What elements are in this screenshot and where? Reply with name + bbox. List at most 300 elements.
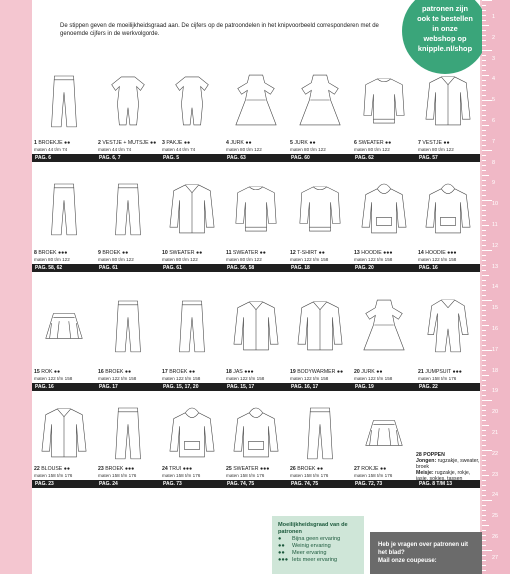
page-ref: PAG. 61 xyxy=(99,265,118,271)
pattern-label: 10 SWEATER ●● xyxy=(162,250,203,256)
pattern-label: 17 BROEK ●● xyxy=(162,369,196,375)
pattern-item[interactable] xyxy=(32,400,96,488)
pattern-sizes: maten 158 t/m 176 xyxy=(162,473,201,478)
ruler-tick xyxy=(482,320,486,321)
ruler-tick xyxy=(482,560,486,561)
ruler-number: 21 xyxy=(492,430,499,436)
legend-item: ●● Meer ervaring xyxy=(278,550,327,556)
garment-sketch xyxy=(296,64,344,136)
ruler-tick xyxy=(482,390,486,391)
ruler-number: 23 xyxy=(492,471,499,478)
page-ref: PAG. 57 xyxy=(419,155,438,161)
ruler-tick xyxy=(482,375,489,376)
ruler-tick xyxy=(482,290,486,291)
pattern-label: 27 ROKJE ●● xyxy=(354,466,387,472)
ruler-tick xyxy=(482,145,486,146)
ruler-tick xyxy=(482,65,486,66)
garment-sketch xyxy=(424,285,472,365)
pattern-sizes: maten 122 t/m 158 xyxy=(290,376,329,381)
ruler-tick xyxy=(482,420,486,421)
ruler-tick xyxy=(482,465,486,466)
ruler-tick xyxy=(482,95,486,96)
questions-box xyxy=(370,532,482,574)
pattern-sizes: maten 122 t/m 158 xyxy=(98,376,137,381)
garment-sketch xyxy=(40,402,88,462)
ruler-tick xyxy=(482,5,486,6)
pattern-sizes: maten 158 t/m 176 xyxy=(98,473,137,478)
pattern-sizes: maten 80 t/m 122 xyxy=(418,147,454,152)
ruler-tick xyxy=(482,395,486,396)
page-ref: PAG. 20 xyxy=(355,265,374,271)
pattern-sizes: maten 80 t/m 122 xyxy=(290,147,326,152)
page-ref: PAG. 17 xyxy=(99,384,118,390)
dolls-item: 28 POPPEN Jongen: rugzakje, sweater, broek Meisje: rugzakje, rokje, jasje, sokjes, tassen xyxy=(416,452,480,482)
page-ref: PAG. 24 xyxy=(99,481,118,487)
pattern-item[interactable] xyxy=(96,283,160,391)
pattern-label: 11 SWEATER ●● xyxy=(226,250,266,256)
pattern-label: 1 BROEKJE ●● xyxy=(34,140,71,146)
pattern-sizes: maten 122 t/m 158 xyxy=(354,257,393,262)
pattern-label: 24 TRUI ●●● xyxy=(162,466,193,472)
pattern-sizes: maten 80 t/m 122 xyxy=(226,257,262,262)
ruler-number: 4 xyxy=(492,76,496,83)
ruler-tick xyxy=(482,480,486,481)
page-ref: PAG. 6, 7 xyxy=(99,155,121,161)
ruler-tick xyxy=(482,200,492,201)
ruler-tick xyxy=(482,230,486,231)
ruler-tick xyxy=(482,360,486,361)
ruler-number: 5 xyxy=(492,97,496,104)
pattern-label: 26 BROEK ●● xyxy=(290,466,324,472)
ruler-tick xyxy=(482,525,489,526)
ruler-tick xyxy=(482,425,489,426)
garment-sketch xyxy=(360,402,408,462)
ruler-tick xyxy=(482,155,486,156)
page-ref: PAG. 61 xyxy=(163,265,182,271)
ruler-number: 16 xyxy=(492,326,499,332)
ruler-number: 17 xyxy=(492,346,499,353)
ruler-tick xyxy=(482,25,489,26)
page-ref-bar xyxy=(32,264,480,272)
difficulty-legend xyxy=(272,516,364,574)
page-ref: PAG. 5 xyxy=(163,155,180,161)
ruler-tick xyxy=(482,190,486,191)
pattern-item[interactable] xyxy=(96,400,160,488)
pattern-sizes: maten 122 t/m 158 xyxy=(290,257,329,262)
ruler-tick xyxy=(482,120,486,121)
questions-line1: Heb je vragen over patronen uit het blad? xyxy=(378,542,469,556)
pattern-label: 12 T-SHIRT ●● xyxy=(290,250,325,256)
pattern-label: 14 HOODIE ●●● xyxy=(418,250,457,256)
bubble-line: webshop op xyxy=(423,34,467,43)
ruler-tick xyxy=(482,115,486,116)
ruler-tick xyxy=(482,355,486,356)
measuring-ruler xyxy=(482,0,510,574)
ruler-tick xyxy=(482,565,486,566)
pattern-item[interactable] xyxy=(352,168,416,272)
page-ref: PAG. 16 xyxy=(419,265,438,271)
pattern-sizes: maten 158 t/m 176 xyxy=(290,473,329,478)
garment-sketch xyxy=(40,285,88,365)
pattern-label: 20 JURK ●● xyxy=(354,369,383,375)
pattern-label: 8 BROEK ●●● xyxy=(34,250,68,256)
bubble-line: in onze xyxy=(432,24,458,33)
ruler-tick xyxy=(482,185,486,186)
legend-item: ●●● Iets meer ervaring xyxy=(278,557,338,563)
pattern-sizes: maten 122 t/m 158 xyxy=(354,376,393,381)
page-ref: PAG. 62 xyxy=(355,155,374,161)
page-ref: PAG. 15, 17, 20 xyxy=(163,384,199,390)
intro-text: De stippen geven de moeilijkheidsgraad aan. De cijfers op de patroondelen in het knipvoorbeeld corresponderen met de genoemde cijfers in de werkvolgorde. xyxy=(60,23,379,37)
ruler-tick xyxy=(482,330,486,331)
ruler-tick xyxy=(482,175,489,176)
pattern-item[interactable] xyxy=(288,168,352,272)
legend-item: ● Bijna geen ervaring xyxy=(278,536,341,542)
page-ref: PAG. 19 xyxy=(355,384,374,390)
page-ref: PAG. 72, 73 xyxy=(355,481,383,487)
ruler-tick xyxy=(482,510,486,511)
ruler-tick xyxy=(482,225,489,226)
year-label: 2018 xyxy=(326,3,344,12)
ruler-tick xyxy=(482,545,486,546)
ruler-tick xyxy=(482,255,486,256)
ruler-tick xyxy=(482,500,492,501)
pattern-sizes: maten 158 t/m 176 xyxy=(226,473,265,478)
page-ref: PAG. 58, 62 xyxy=(35,265,63,271)
page-ref: PAG. 23 xyxy=(35,481,54,487)
ruler-number: 25 xyxy=(492,513,499,520)
ruler-tick xyxy=(482,460,486,461)
pattern-sizes: maten 80 t/m 122 xyxy=(162,257,198,262)
bubble-line: patronen zijn xyxy=(422,4,468,13)
ruler-tick xyxy=(482,540,486,541)
ruler-number: 7 xyxy=(492,138,496,145)
pattern-label: 3 PAKJE ●● xyxy=(162,140,191,146)
ruler-tick xyxy=(482,455,486,456)
garment-sketch xyxy=(360,170,408,246)
pattern-label: 5 JURK ●● xyxy=(290,140,316,146)
garment-sketch xyxy=(424,64,472,136)
questions-line2: Mail onze coupeuse: xyxy=(378,558,437,564)
pattern-label: 22 BLOUSE ●● xyxy=(34,466,70,472)
garment-sketch xyxy=(168,170,216,246)
ruler-tick xyxy=(482,335,486,336)
ruler-tick xyxy=(482,490,486,491)
page-ref-dolls: PAG. 8 T/M 13 xyxy=(419,481,452,487)
ruler-tick xyxy=(482,110,486,111)
pattern-sizes: maten 80 t/m 122 xyxy=(226,147,262,152)
page-ref-bar xyxy=(32,480,480,488)
page-ref: PAG. 73 xyxy=(163,481,182,487)
pattern-sizes: maten 158 t/m 176 xyxy=(354,473,393,478)
page-ref: PAG. 63 xyxy=(227,155,246,161)
pattern-sizes: maten 122 t/m 158 xyxy=(226,376,265,381)
ruler-tick xyxy=(482,435,486,436)
ruler-tick xyxy=(482,485,486,486)
garment-sketch xyxy=(360,285,408,365)
ruler-tick xyxy=(482,0,492,1)
ruler-tick xyxy=(482,90,486,91)
pattern-item[interactable] xyxy=(160,400,224,488)
ruler-tick xyxy=(482,365,486,366)
ruler-tick xyxy=(482,150,492,151)
ruler-number: 11 xyxy=(492,222,498,228)
ruler-tick xyxy=(482,305,486,306)
ruler-tick xyxy=(482,440,486,441)
ruler-tick xyxy=(482,75,489,76)
pattern-sizes: maten 158 t/m 176 xyxy=(34,473,73,478)
ruler-tick xyxy=(482,415,486,416)
pattern-item[interactable] xyxy=(32,62,96,162)
pattern-label: 15 ROK ●● xyxy=(34,369,61,375)
ruler-tick xyxy=(482,470,486,471)
bubble-line: ook te bestellen xyxy=(417,14,473,23)
ruler-number: 27 xyxy=(492,554,499,561)
ruler-tick xyxy=(482,70,486,71)
pattern-label: 23 BROEK ●●● xyxy=(98,466,135,472)
page-ref: PAG. 74, 75 xyxy=(291,481,319,487)
ruler-number: 12 xyxy=(492,242,499,249)
page-ref: PAG. 15, 17 xyxy=(227,384,255,390)
ruler-tick xyxy=(482,125,489,126)
pattern-item[interactable] xyxy=(224,62,288,162)
ruler-tick xyxy=(482,520,486,521)
ruler-number: 18 xyxy=(492,367,499,374)
ruler-tick xyxy=(482,260,486,261)
pattern-sizes: maten 44 t/m 74 xyxy=(98,147,132,152)
ruler-number: 9 xyxy=(492,180,496,187)
ruler-tick xyxy=(482,350,492,351)
ruler-tick xyxy=(482,85,486,86)
pattern-item[interactable] xyxy=(288,62,352,162)
page-ref: PAG. 74, 75 xyxy=(227,481,255,487)
page-ref: PAG. 16, 17 xyxy=(291,384,319,390)
pattern-item[interactable] xyxy=(160,62,224,162)
pattern-label: 21 JUMPSUIT ●●● xyxy=(418,369,462,375)
ruler-tick xyxy=(482,555,486,556)
ruler-tick xyxy=(482,475,489,476)
ruler-tick xyxy=(482,250,492,251)
pattern-sizes: maten 122 t/m 158 xyxy=(162,376,201,381)
pattern-label: 19 BODYWARMER ●● xyxy=(290,369,344,375)
pattern-sizes: maten 44 t/m 74 xyxy=(34,147,68,152)
ruler-tick xyxy=(482,210,486,211)
pattern-label: 9 BROEK ●● xyxy=(98,250,129,256)
ruler-tick xyxy=(482,280,486,281)
ruler-tick xyxy=(482,270,486,271)
ruler-number: 1 xyxy=(492,14,496,20)
ruler-number: 14 xyxy=(492,284,499,291)
legend-item: ●● Weinig ervaring xyxy=(278,543,331,549)
ruler-tick xyxy=(482,195,486,196)
ruler-number: 3 xyxy=(492,55,496,62)
garment-sketch xyxy=(296,285,344,365)
ruler-tick xyxy=(482,15,486,16)
ruler-tick xyxy=(482,450,492,451)
page-ref-bar xyxy=(32,383,480,391)
pattern-label: 13 HOODIE ●●● xyxy=(354,250,393,256)
ruler-tick xyxy=(482,170,486,171)
ruler-number: 8 xyxy=(492,159,496,166)
ruler-number: 13 xyxy=(492,263,499,270)
pattern-item[interactable] xyxy=(352,62,416,162)
ruler-tick xyxy=(482,400,492,401)
ruler-tick xyxy=(482,515,486,516)
bubble-line: knipple.nl/shop xyxy=(417,44,473,53)
pattern-sizes: maten 80 t/m 122 xyxy=(354,147,390,152)
garment-sketch xyxy=(296,402,344,462)
page-ref-bar xyxy=(32,154,480,162)
ruler-tick xyxy=(482,315,486,316)
pattern-label: 25 SWEATER ●●● xyxy=(226,466,270,472)
ruler-tick xyxy=(482,215,486,216)
ruler-tick xyxy=(482,235,486,236)
pattern-label: 2 VESTJE + MUTSJE ●● xyxy=(98,140,157,146)
ruler-tick xyxy=(482,345,486,346)
ruler-tick xyxy=(482,245,486,246)
pattern-label: 18 JAS ●●● xyxy=(226,369,254,375)
pattern-item[interactable] xyxy=(160,168,224,272)
pattern-label: 6 SWEATER ●● xyxy=(354,140,392,146)
ruler-number: 24 xyxy=(492,492,499,499)
garment-sketch xyxy=(104,170,152,246)
ruler-tick xyxy=(482,30,486,31)
pattern-item[interactable] xyxy=(352,283,416,391)
pattern-item[interactable] xyxy=(32,168,96,272)
ruler-tick xyxy=(482,325,489,326)
ruler-tick xyxy=(482,105,486,106)
pattern-item[interactable] xyxy=(32,283,96,391)
ruler-tick xyxy=(482,180,486,181)
pattern-item[interactable] xyxy=(96,168,160,272)
ruler-tick xyxy=(482,80,486,81)
pattern-item[interactable] xyxy=(96,62,160,162)
ruler-tick xyxy=(482,410,486,411)
ruler-tick xyxy=(482,135,486,136)
page-ref: PAG. 18 xyxy=(291,265,310,271)
ruler-tick xyxy=(482,550,492,551)
ruler-number: 10 xyxy=(492,201,499,208)
garment-sketch xyxy=(40,64,88,136)
ruler-tick xyxy=(482,160,486,161)
pattern-item[interactable] xyxy=(352,400,416,488)
pattern-sizes: maten 158 t/m 176 xyxy=(418,376,457,381)
ruler-tick xyxy=(482,40,486,41)
garment-sketch xyxy=(168,402,216,462)
pattern-label: 16 BROEK ●● xyxy=(98,369,132,375)
pattern-item[interactable] xyxy=(288,400,352,488)
ruler-tick xyxy=(482,405,486,406)
page-ref: PAG. 16 xyxy=(35,384,54,390)
ruler-tick xyxy=(482,35,486,36)
ruler-tick xyxy=(482,275,489,276)
ruler-number: 20 xyxy=(492,409,499,416)
ruler-tick xyxy=(482,240,486,241)
ruler-tick xyxy=(482,130,486,131)
pattern-sizes: maten 122 t/m 158 xyxy=(418,257,457,262)
ruler-tick xyxy=(482,530,486,531)
garment-sketch xyxy=(232,170,280,246)
ruler-tick xyxy=(482,205,486,206)
ruler-number: 15 xyxy=(492,305,499,312)
garment-sketch xyxy=(104,285,152,365)
garment-sketch xyxy=(360,64,408,136)
ruler-tick xyxy=(482,55,486,56)
garment-sketch xyxy=(232,402,280,462)
ruler-number: 26 xyxy=(492,534,499,540)
garment-sketch xyxy=(296,170,344,246)
garment-sketch xyxy=(104,64,152,136)
ruler-tick xyxy=(482,265,486,266)
ruler-tick xyxy=(482,310,486,311)
garment-sketch xyxy=(232,64,280,136)
pattern-item[interactable] xyxy=(224,400,288,488)
ruler-tick xyxy=(482,340,486,341)
ruler-tick xyxy=(482,385,486,386)
pattern-sizes: maten 44 t/m 74 xyxy=(162,147,196,152)
ruler-tick xyxy=(482,535,486,536)
ruler-tick xyxy=(482,430,486,431)
pattern-item[interactable] xyxy=(160,283,224,391)
page-ref: PAG. 6 xyxy=(35,155,52,161)
ruler-tick xyxy=(482,100,492,101)
ruler-tick xyxy=(482,140,486,141)
ruler-tick xyxy=(482,380,486,381)
ruler-tick xyxy=(482,295,486,296)
ruler-tick xyxy=(482,45,486,46)
ruler-tick xyxy=(482,495,486,496)
ruler-tick xyxy=(482,220,486,221)
legend-title: Moeilijkheidsgraad van de patronen xyxy=(278,522,348,535)
garment-sketch xyxy=(40,170,88,246)
garment-sketch xyxy=(168,285,216,365)
ruler-tick xyxy=(482,60,486,61)
ruler-tick xyxy=(482,570,486,571)
pattern-item[interactable] xyxy=(416,283,480,391)
pattern-item[interactable] xyxy=(416,168,480,272)
page-ref: PAG. 22 xyxy=(419,384,438,390)
pattern-item[interactable] xyxy=(224,168,288,272)
pattern-item[interactable] xyxy=(224,283,288,391)
pattern-sizes: maten 80 t/m 122 xyxy=(34,257,70,262)
ruler-tick xyxy=(482,445,486,446)
ruler-tick xyxy=(482,505,486,506)
page-ref: PAG. 56, 58 xyxy=(227,265,255,271)
pattern-label: 4 JURK ●● xyxy=(226,140,252,146)
pattern-sizes: maten 122 t/m 158 xyxy=(34,376,73,381)
ruler-tick xyxy=(482,165,486,166)
garment-sketch xyxy=(168,64,216,136)
ruler-number: 22 xyxy=(492,450,499,457)
ruler-number: 6 xyxy=(492,118,496,124)
pattern-item[interactable] xyxy=(288,283,352,391)
ruler-tick xyxy=(482,370,486,371)
ruler-tick xyxy=(482,50,492,51)
garment-sketch xyxy=(424,170,472,246)
pattern-label: 7 VESTJE ●● xyxy=(418,140,450,146)
garment-sketch xyxy=(232,285,280,365)
ruler-number: 2 xyxy=(492,34,496,41)
ruler-tick xyxy=(482,20,486,21)
garment-sketch xyxy=(104,402,152,462)
ruler-tick xyxy=(482,285,486,286)
ruler-tick xyxy=(482,10,486,11)
pattern-sizes: maten 80 t/m 122 xyxy=(98,257,134,262)
ruler-number: 19 xyxy=(492,388,499,395)
pattern-item[interactable] xyxy=(416,62,480,162)
ruler-tick xyxy=(482,300,492,301)
page-ref: PAG. 60 xyxy=(291,155,310,161)
